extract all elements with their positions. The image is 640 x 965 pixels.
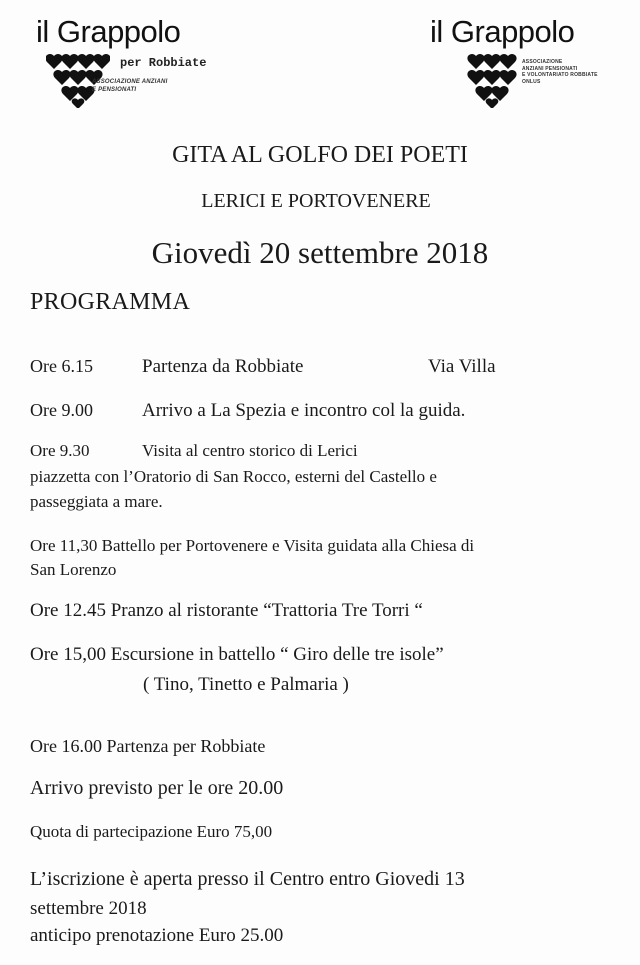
schedule-item-3-line-2: piazzetta con l’Oratorio di San Rocco, esterni del Castello e <box>30 467 437 486</box>
trip-title: GITA AL GOLFO DEI POETI <box>172 142 468 168</box>
registration-info-line-2: settembre 2018 <box>30 898 147 919</box>
registration-info: L’iscrizione è aperta presso il Centro entro Giovedi 13 <box>30 868 465 890</box>
schedule-item-3 <box>30 441 358 461</box>
arrival-info: Arrivo previsto per le ore 20.00 <box>30 777 284 799</box>
logo-il-grappolo-left <box>36 14 226 104</box>
item-time: Ore 9.30 <box>30 441 90 460</box>
deposit-info: anticipo prenotazione Euro 25.00 <box>30 925 284 946</box>
programma-heading: PROGRAMMA <box>30 289 191 315</box>
schedule-item-6-line-2: ( Tino, Tinetto e Palmaria ) <box>143 674 349 695</box>
schedule-item-7: Ore 16.00 Partenza per Robbiate <box>30 736 266 756</box>
trip-subtitle: LERICI E PORTOVENERE <box>201 190 431 212</box>
item-time: Ore 6.15 <box>30 356 93 376</box>
schedule-item-3-line-3: passeggiata a mare. <box>30 492 163 511</box>
item-text: Visita al centro storico di Lerici <box>142 441 358 460</box>
logo-subtitle: per Robbiate <box>120 56 207 70</box>
fee-info: Quota di partecipazione Euro 75,00 <box>30 822 273 841</box>
item-text: Partenza da Robbiate <box>142 356 304 377</box>
grape-hearts-icon <box>460 52 524 108</box>
schedule-item-4-line-2: San Lorenzo <box>30 560 117 579</box>
logo-association-text: ASSOCIAZIONE ANZIANI E PENSIONATI <box>92 79 168 93</box>
logo-il-grappolo-right <box>430 14 620 104</box>
item-time: Ore 9.00 <box>30 400 93 420</box>
schedule-item-5: Ore 12.45 Pranzo al ristorante “Trattoria Tre Torri “ <box>30 600 423 621</box>
schedule-item-6: Ore 15,00 Escursione in battello “ Giro delle tre isole” <box>30 644 444 665</box>
item-text: Arrivo a La Spezia e incontro col la guida. <box>142 400 466 421</box>
schedule-item-2 <box>30 400 465 422</box>
item-place: Via Villa <box>428 356 496 377</box>
trip-date: Giovedì 20 settembre 2018 <box>151 235 489 270</box>
logo-association-text: ASSOCIAZIONE ANZIANI PENSIONATI E VOLONTARIATO ROBBIATE ONLUS <box>522 59 598 85</box>
schedule-item-4: Ore 11,30 Battello per Portovenere e Visita guidata alla Chiesa di <box>30 536 475 555</box>
schedule-item-1 <box>30 356 496 378</box>
logo-name: il Grappolo <box>36 14 181 49</box>
logo-name: il Grappolo <box>430 14 575 49</box>
